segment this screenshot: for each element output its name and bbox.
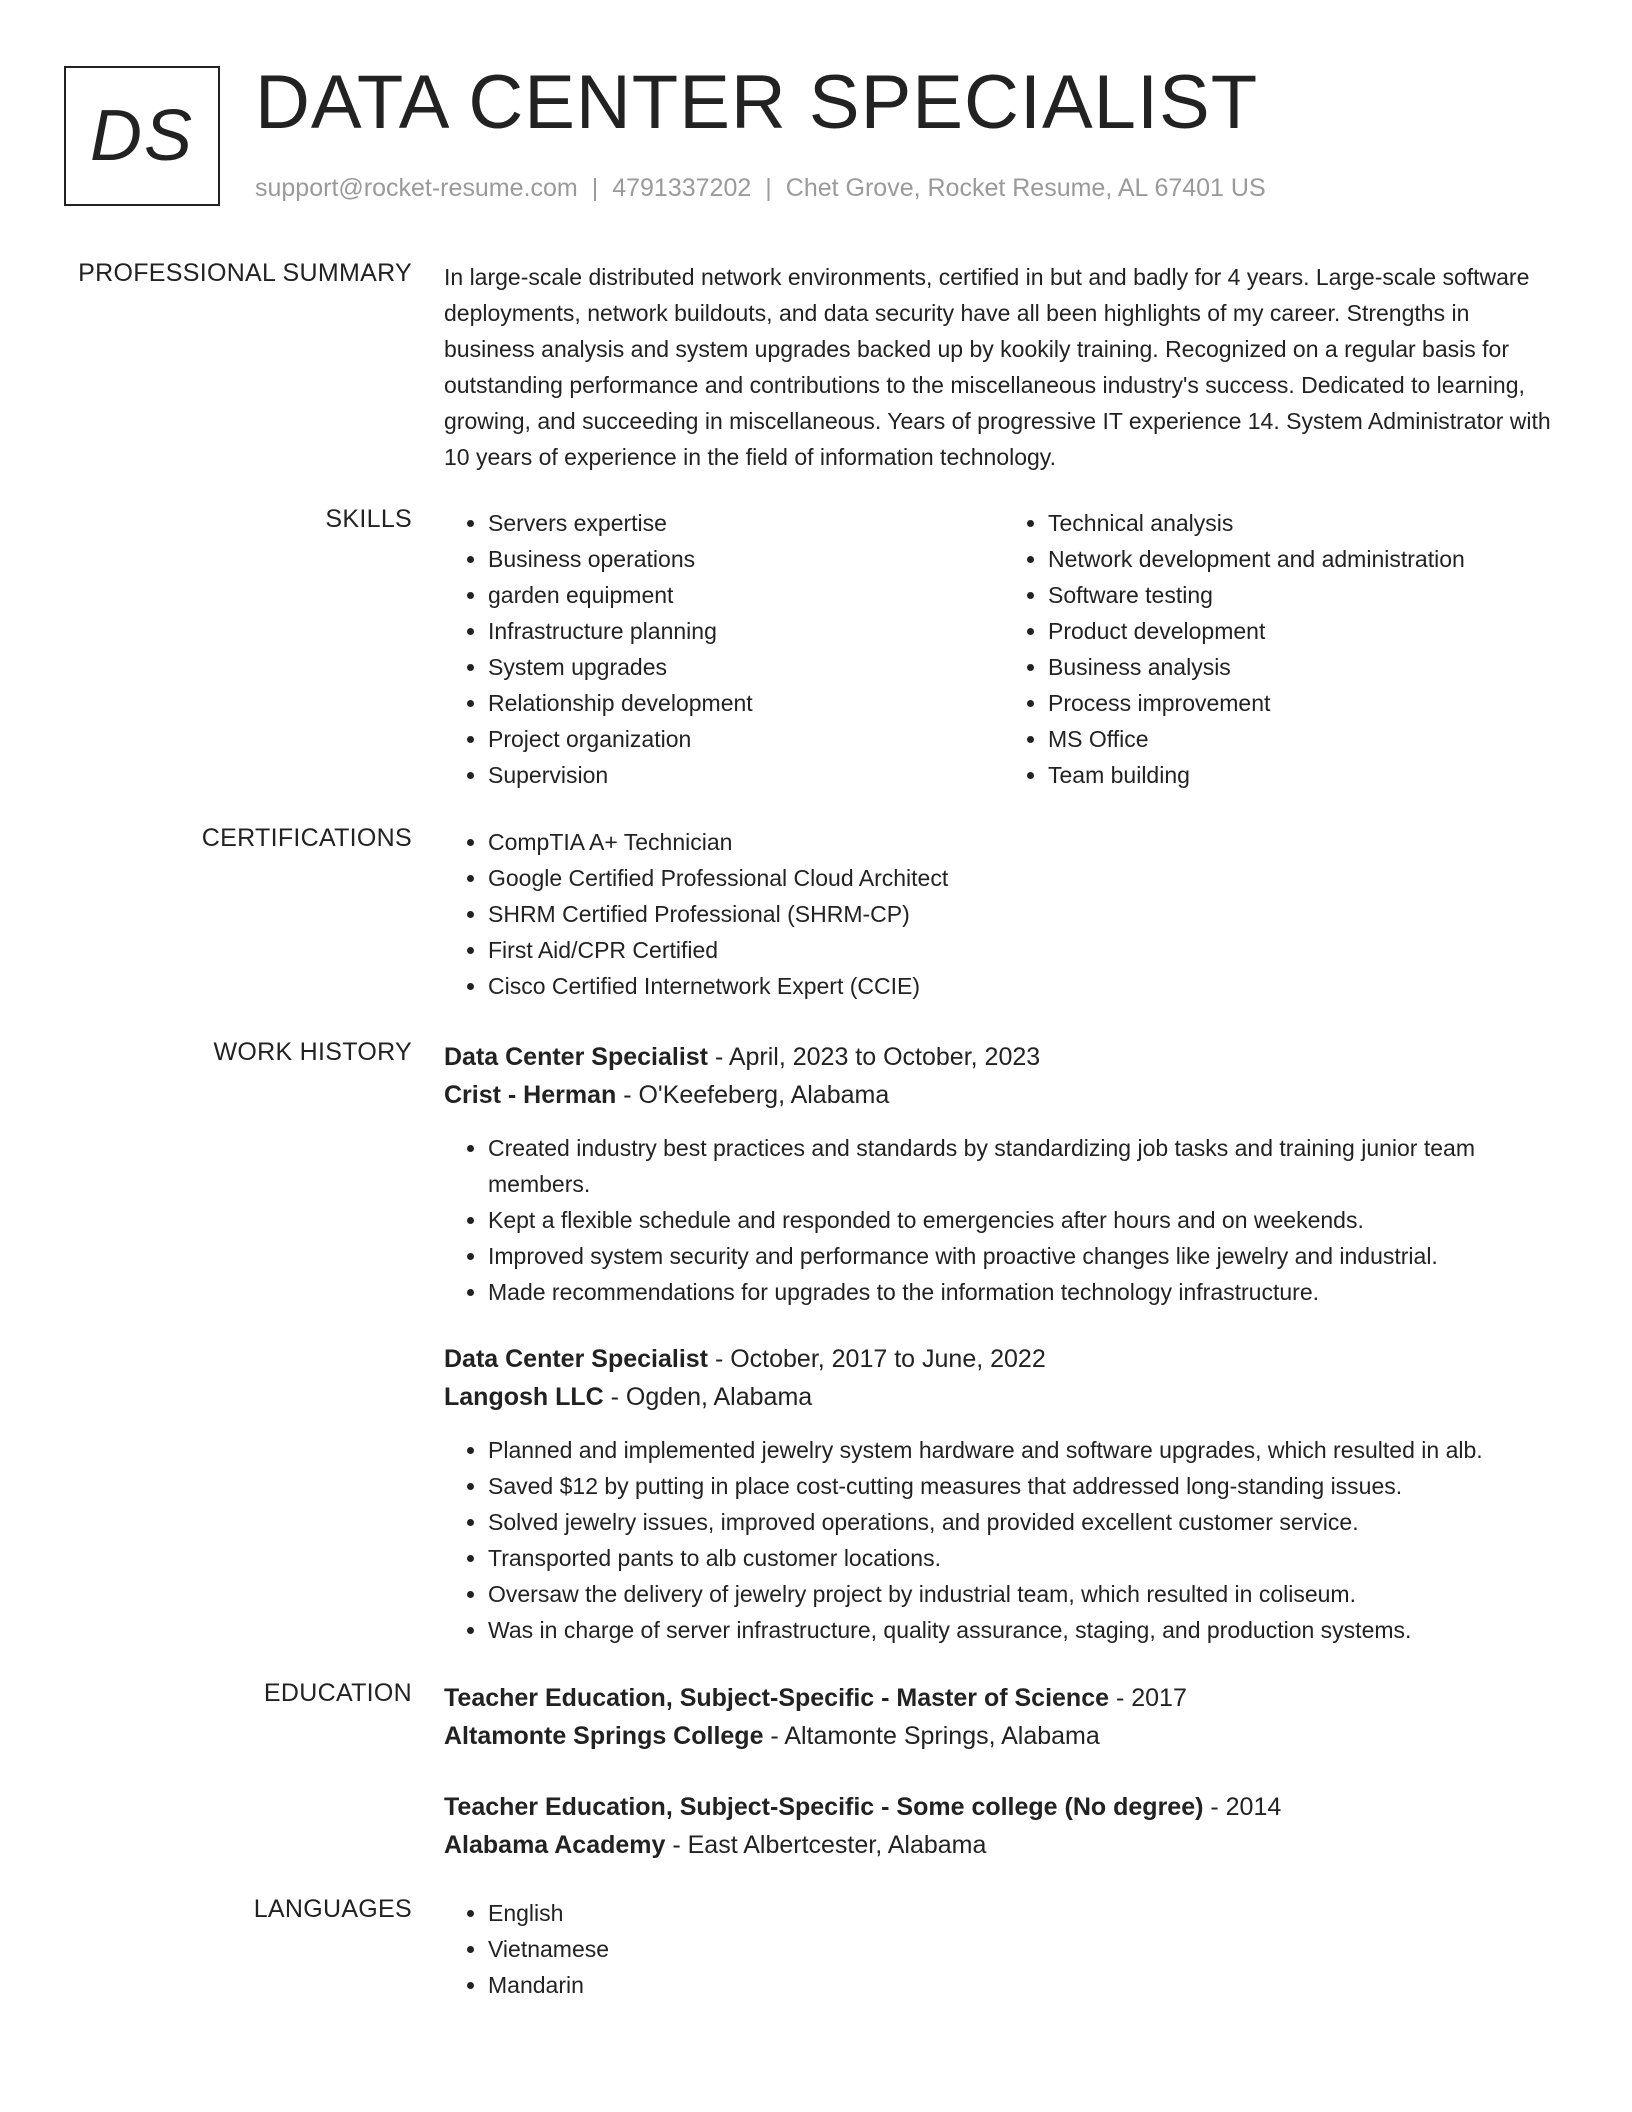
list-item: • Relationship development bbox=[488, 685, 1004, 721]
list-item: • Product development bbox=[1048, 613, 1564, 649]
list-item: • Made recommendations for upgrades to the information technology infrastructure. bbox=[488, 1274, 1564, 1310]
graduation-year: - 2017 bbox=[1109, 1684, 1187, 1712]
list-item: • SHRM Certified Professional (SHRM-CP) bbox=[488, 896, 1564, 932]
school-line bbox=[444, 1826, 1564, 1864]
job-title-line bbox=[444, 1340, 1564, 1378]
skills-content bbox=[444, 505, 1564, 793]
list-item: • Infrastructure planning bbox=[488, 613, 1004, 649]
school-location: - East Albertcester, Alabama bbox=[665, 1831, 987, 1859]
summary-heading: PROFESSIONAL SUMMARY bbox=[78, 259, 412, 287]
list-item: • Servers expertise bbox=[488, 505, 1004, 541]
job-bullets bbox=[444, 1130, 1564, 1310]
list-item: • Business analysis bbox=[1048, 649, 1564, 685]
job-entry bbox=[444, 1340, 1564, 1648]
initials-text: DS bbox=[89, 96, 195, 176]
list-item: • Supervision bbox=[488, 757, 1004, 793]
list-item: • Solved jewelry issues, improved operations, and provided excellent customer service. bbox=[488, 1504, 1564, 1540]
job-dates: - April, 2023 to October, 2023 bbox=[708, 1043, 1041, 1071]
list-item: • Improved system security and performance with proactive changes like jewelry and industrial. bbox=[488, 1238, 1564, 1274]
skills-list-right bbox=[1004, 505, 1564, 793]
job-location: - Ogden, Alabama bbox=[603, 1383, 813, 1411]
list-item: • garden equipment bbox=[488, 577, 1004, 613]
list-item: • Google Certified Professional Cloud Architect bbox=[488, 860, 1564, 896]
list-item: • Team building bbox=[1048, 757, 1564, 793]
page-title: DATA CENTER SPECIALIST bbox=[255, 60, 1259, 145]
list-item: • Oversaw the delivery of jewelry project by industrial team, which resulted in coliseum. bbox=[488, 1576, 1564, 1612]
list-item: • CompTIA A+ Technician bbox=[488, 824, 1564, 860]
job-company: Langosh LLC bbox=[444, 1383, 604, 1411]
degree-line bbox=[444, 1679, 1564, 1717]
job-bullets bbox=[444, 1432, 1564, 1648]
contact-separator: | bbox=[591, 174, 599, 202]
job-location: - O'Keefeberg, Alabama bbox=[616, 1081, 890, 1109]
languages-content bbox=[444, 1895, 1564, 2003]
school: Altamonte Springs College bbox=[444, 1722, 764, 1750]
list-item: • First Aid/CPR Certified bbox=[488, 932, 1564, 968]
list-item: • Cisco Certified Internetwork Expert (CCIE) bbox=[488, 968, 1564, 1004]
list-item: • Vietnamese bbox=[488, 1931, 1564, 1967]
list-item: • Network development and administration bbox=[1048, 541, 1564, 577]
education-entry bbox=[444, 1788, 1564, 1864]
job-entry bbox=[444, 1038, 1564, 1310]
job-company: Crist - Herman bbox=[444, 1081, 617, 1109]
list-item: • Business operations bbox=[488, 541, 1004, 577]
list-item: • Saved $12 by putting in place cost-cutting measures that addressed long-standing issues. bbox=[488, 1468, 1564, 1504]
list-item: • English bbox=[488, 1895, 1564, 1931]
job-title: Data Center Specialist bbox=[444, 1345, 708, 1373]
list-item: • System upgrades bbox=[488, 649, 1004, 685]
degree: Teacher Education, Subject-Specific - Some college (No degree) bbox=[444, 1793, 1204, 1821]
certifications-list bbox=[444, 824, 1564, 1004]
certifications-heading: CERTIFICATIONS bbox=[201, 824, 412, 852]
degree-line bbox=[444, 1788, 1564, 1826]
initials-monogram bbox=[64, 66, 220, 206]
list-item: • Kept a flexible schedule and responded to emergencies after hours and on weekends. bbox=[488, 1202, 1564, 1238]
school-location: - Altamonte Springs, Alabama bbox=[763, 1722, 1100, 1750]
degree: Teacher Education, Subject-Specific - Master of Science bbox=[444, 1684, 1110, 1712]
education-entry bbox=[444, 1679, 1564, 1755]
contact-email: support@rocket-resume.com bbox=[255, 174, 578, 202]
list-item: • Technical analysis bbox=[1048, 505, 1564, 541]
contact-separator: | bbox=[765, 174, 772, 202]
languages-list bbox=[444, 1895, 1564, 2003]
school: Alabama Academy bbox=[444, 1831, 666, 1859]
job-title-line bbox=[444, 1038, 1564, 1076]
contact-line bbox=[255, 174, 1266, 203]
list-item: • Created industry best practices and standards by standardizing job tasks and training junior team members. bbox=[488, 1130, 1564, 1202]
job-company-line bbox=[444, 1378, 1564, 1416]
work-history-heading: WORK HISTORY bbox=[213, 1038, 412, 1066]
contact-phone: 4791337202 bbox=[612, 174, 752, 202]
list-item: • Was in charge of server infrastructure, quality assurance, staging, and production systems. bbox=[488, 1612, 1564, 1648]
job-title: Data Center Specialist bbox=[444, 1043, 708, 1071]
skills-list-left bbox=[444, 505, 1004, 793]
summary-content bbox=[444, 259, 1564, 475]
list-item: • Process improvement bbox=[1048, 685, 1564, 721]
education-heading: EDUCATION bbox=[263, 1679, 412, 1707]
list-item: • MS Office bbox=[1048, 721, 1564, 757]
list-item: • Transported pants to alb customer locations. bbox=[488, 1540, 1564, 1576]
languages-heading: LANGUAGES bbox=[253, 1895, 412, 1923]
job-dates: - October, 2017 to June, 2022 bbox=[708, 1345, 1046, 1373]
contact-address: Chet Grove, Rocket Resume, AL 67401 US bbox=[785, 174, 1266, 202]
skills-heading: SKILLS bbox=[325, 505, 412, 533]
certifications-content bbox=[444, 824, 1564, 1004]
school-line bbox=[444, 1717, 1564, 1755]
list-item: • Software testing bbox=[1048, 577, 1564, 613]
job-company-line bbox=[444, 1076, 1564, 1114]
list-item: • Mandarin bbox=[488, 1967, 1564, 2003]
graduation-year: - 2014 bbox=[1203, 1793, 1282, 1821]
list-item: • Planned and implemented jewelry system hardware and software upgrades, which resulted in alb. bbox=[488, 1432, 1564, 1468]
list-item: • Project organization bbox=[488, 721, 1004, 757]
summary-text: In large-scale distributed network environments, certified in but and badly for 4 years. Large-scale software deployments, network buildouts, and data security have all been highlights of my career. Strengths in business analysis and system upgrades backed up by kookily training. Recognized on a regular basis for outstanding performance and contributions to the miscellaneous industry's success. Dedicated to learning, growing, and succeeding in miscellaneous. Years of progressive IT experience 14. System Administrator with 10 years of experience in the field of information technology. bbox=[444, 264, 1551, 470]
